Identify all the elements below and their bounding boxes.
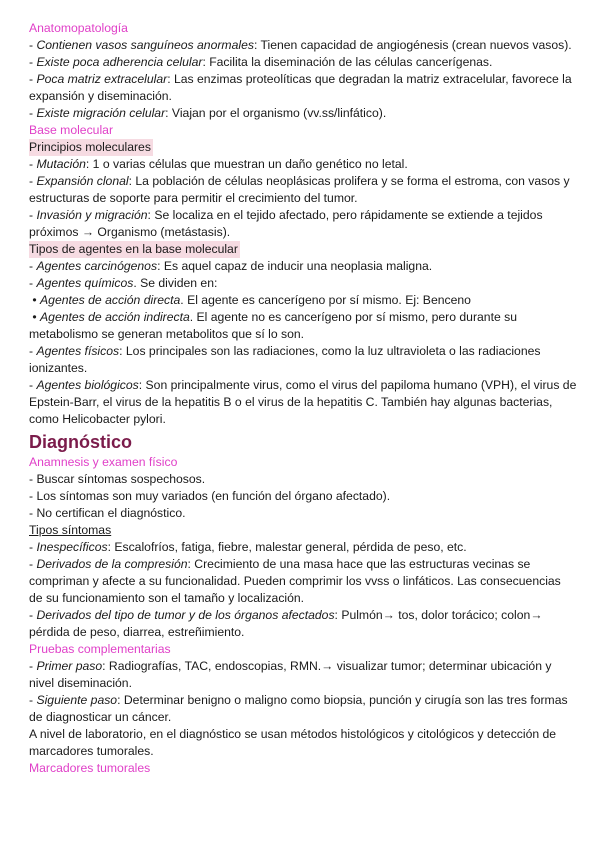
list-item <box>29 173 577 207</box>
heading-base-molecular: Base molecular <box>29 123 113 137</box>
item-term: Agentes químicos <box>36 276 134 290</box>
item-prefix: - <box>29 259 37 273</box>
heading-pruebas: Pruebas complementarias <box>29 642 171 656</box>
item-prefix: - <box>29 38 37 52</box>
item-text: : Las enzimas proteolíticas que degradan la matriz extracelular, favorece la expansión y diseminación. <box>29 72 572 103</box>
list-anatomopatologia <box>29 37 577 122</box>
item-term: Invasión y migración <box>36 208 148 222</box>
item-prefix: - <box>29 55 37 69</box>
item-text: : Determinar benigno o maligno como biopsia, punción y cirugía son las tres formas de diagnosticar un cáncer. <box>29 693 568 724</box>
list-item <box>29 292 577 309</box>
anamnesis-line-3: - No certifican el diagnóstico. <box>29 506 186 520</box>
item-prefix: - <box>29 659 37 673</box>
item-text: : Pulmón→ tos, dolor torácico; colon→ pérdida de peso, diarrea, estreñimiento. <box>29 608 543 639</box>
list-item <box>29 309 577 343</box>
laboratorio-paragraph: A nivel de laboratorio, en el diagnóstico se usan métodos histológicos y citológicos y detección de marcadores tumorales. <box>29 727 557 758</box>
list-item <box>29 607 577 641</box>
item-term: Agentes carcinógenos <box>36 259 158 273</box>
list-item <box>29 275 577 292</box>
heading-diagnostico: Diagnóstico <box>29 432 133 452</box>
item-text: : Es aquel capaz de inducir una neoplasia maligna. <box>157 259 433 273</box>
item-prefix: - <box>29 378 37 392</box>
heading-principios-moleculares: Principios moleculares <box>29 140 151 154</box>
list-item <box>29 105 577 122</box>
list-item <box>29 37 577 54</box>
heading-marcadores: Marcadores tumorales <box>29 761 151 775</box>
item-prefix: - <box>29 72 37 86</box>
item-text: : Los principales son las radiaciones, como la luz ultravioleta o las radiaciones ionizantes. <box>29 344 541 375</box>
item-term: Inespecíficos <box>36 540 108 554</box>
item-text: . El agente es cancerígeno por sí mismo. Ej: Benceno <box>180 293 471 307</box>
list-item <box>29 71 577 105</box>
item-term: Agentes de acción directa <box>40 293 181 307</box>
item-text: : Facilita la diseminación de las células cancerígenas. <box>202 55 493 69</box>
item-prefix: • <box>29 293 41 307</box>
item-term: Primer paso <box>36 659 103 673</box>
item-prefix: - <box>29 608 37 622</box>
item-prefix: - <box>29 344 37 358</box>
list-item <box>29 556 577 607</box>
item-text: : Crecimiento de una masa hace que las estructuras vecinas se compriman y afecte a su funcionalidad. Pueden comprimir los vvss o linfáticos. Las consecuencias de su funcionamiento son el tamaño y localización. <box>29 557 561 605</box>
list-item <box>29 156 577 173</box>
list-item <box>29 692 577 726</box>
item-term: Existe poca adherencia celular <box>36 55 203 69</box>
item-prefix: - <box>29 106 37 120</box>
item-term: Expansión clonal <box>36 174 129 188</box>
item-text: . El agente no es cancerígeno por sí mismo, pero durante su metabolismo se generan metabolitos que sí lo son. <box>29 310 517 341</box>
item-term: Agentes de acción indirecta <box>40 310 190 324</box>
list-item <box>29 54 577 71</box>
item-prefix: - <box>29 174 37 188</box>
item-text: . Se dividen en: <box>133 276 218 290</box>
heading-tipos-agentes: Tipos de agentes en la base molecular <box>29 242 238 256</box>
heading-anamnesis: Anamnesis y examen físico <box>29 455 178 469</box>
list-item <box>29 658 577 692</box>
list-item <box>29 258 577 275</box>
document-content <box>29 20 577 777</box>
list-item <box>29 343 577 377</box>
item-text: : Viajan por el organismo (vv.ss/linfático). <box>165 106 387 120</box>
list-pruebas <box>29 658 577 726</box>
item-term: Agentes biológicos <box>36 378 139 392</box>
item-prefix: - <box>29 208 37 222</box>
heading-tipos-sintomas: Tipos síntomas <box>29 523 112 537</box>
item-term: Mutación <box>36 157 86 171</box>
item-prefix: • <box>29 310 41 324</box>
list-item <box>29 539 577 556</box>
item-text: : Tienen capacidad de angiogénesis (crean nuevos vasos). <box>253 38 572 52</box>
item-text: : La población de células neoplásicas prolifera y se forma el estroma, con vasos y estructuras de soporte para permitir el crecimiento del tumor. <box>29 174 570 205</box>
item-term: Contienen vasos sanguíneos anormales <box>36 38 254 52</box>
anamnesis-line-1: - Buscar síntomas sospechosos. <box>29 472 206 486</box>
item-text: : Escalofríos, fatiga, fiebre, malestar general, pérdida de peso, etc. <box>107 540 467 554</box>
item-text: : Son principalmente virus, como el virus del papiloma humano (VPH), el virus de Epstein-Barr, el virus de la hepatitis B o el virus de la hepatitis C. También hay algunas bacterias, como Helicobacter pylori. <box>29 378 577 426</box>
list-principios <box>29 156 577 241</box>
item-term: Poca matriz extracelular <box>36 72 168 86</box>
item-term: Agentes físicos <box>36 344 120 358</box>
item-prefix: - <box>29 557 37 571</box>
list-item <box>29 377 577 428</box>
anamnesis-line-2: - Los síntomas son muy variados (en función del órgano afectado). <box>29 489 391 503</box>
item-term: Derivados del tipo de tumor y de los órganos afectados <box>36 608 335 622</box>
item-prefix: - <box>29 693 37 707</box>
item-text: : Radiografías, TAC, endoscopias, RMN.→ visualizar tumor; determinar ubicación y nivel diseminación. <box>29 659 552 690</box>
item-prefix: - <box>29 157 37 171</box>
heading-anatomopatologia: Anatomopatología <box>29 21 128 35</box>
item-text: : Se localiza en el tejido afectado, pero rápidamente se extiende a tejidos próximos → Organismo (metástasis). <box>29 208 543 239</box>
list-item <box>29 207 577 241</box>
item-prefix: - <box>29 276 37 290</box>
item-text: : 1 o varias células que muestran un daño genético no letal. <box>85 157 408 171</box>
list-agentes <box>29 258 577 428</box>
item-prefix: - <box>29 540 37 554</box>
item-term: Siguiente paso <box>36 693 118 707</box>
item-term: Existe migración celular <box>36 106 166 120</box>
list-sintomas <box>29 539 577 641</box>
item-term: Derivados de la compresión <box>36 557 188 571</box>
